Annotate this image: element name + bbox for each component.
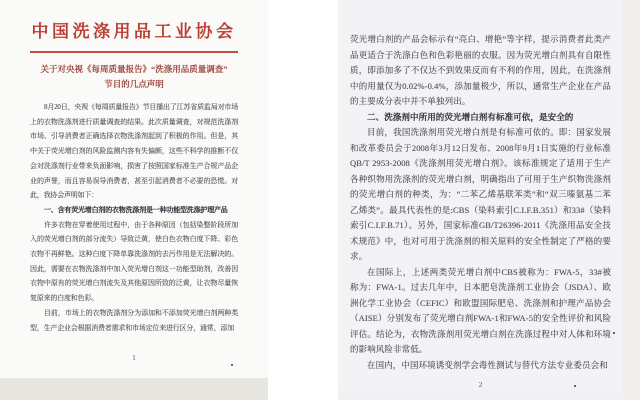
scan-speck — [613, 332, 615, 334]
paragraph-section1-body: 许多衣物在穿着使用过程中，由于各种原因（包括染整阶段所加入的荧光增白剂的部分流失）导致泛黄，使白色衣物白度下降、彩色衣物不再鲜艳。这种白度下降单靠洗涤剂的去污作用是无法解决的。因此，需要在衣物洗涤剂中加入荧光增白剂这一功能型助剂，改善因衣物中原有的荧光增白剂流失及其他原因所致的泛黄，让衣物尽量恢复原来的白度和色彩。 — [30, 220, 238, 303]
scan-speck — [574, 385, 576, 387]
scanner-background-band — [0, 378, 268, 400]
paragraph-international: 在国际上，上述两类荧光增白剂中CBS被称为：FWA-5，33#被称为：FWA-1。过去几年中，日本肥皂洗涤剂工业协会（JSDA）、欧洲化学工业协会（CEFIC）和欧盟国际肥皂、洗涤剂和护理产品协会（AISE）分别发布了荧光增白剂FWA-1和FWA-5的安全性评价和风险评估。结论为，衣物洗涤剂用荧光增白剂在洗涤过程中对人体和环境的影响风险非常低。 — [350, 266, 611, 354]
header-rule — [30, 51, 238, 53]
section-1-heading: 一、含有荧光增白剂的衣物洗涤剂是一种功能型洗涤护理产品 — [44, 205, 228, 214]
left-page-content — [30, 0, 238, 335]
paragraph-intro: 8月20日，央视《每周质量报告》节目播出了江苏省质监局对市场上的衣物洗涤剂进行质量调查的结果。此次质量调查，对规范洗涤剂市场、引导消费者正确选择衣物洗涤剂起到了积极的作用。但是，其中关于荧光增白剂的风险监测内容有失偏颇，这些不科学的推断不仅会对洗涤剂行业带来负面影响，损害了按照国家标准生产合规产品企业的声誉，而且容易误导消费者，甚至引起消费者不必要的恐慌。对此，我协会声明如下： — [30, 103, 238, 200]
section-2-heading: 二、洗涤剂中所用的荧光增白剂有标准可依，是安全的 — [367, 111, 574, 122]
statement-title — [30, 62, 238, 92]
association-header: 中国洗涤用品工业协会 — [31, 22, 237, 41]
left-page — [0, 0, 268, 400]
paragraph-domestic: 在国内，中国环境诱变剂学会毒性测试与替代方法专业委员会和 — [367, 359, 608, 370]
statement-title-line1: 关于对央视《每周质量报告》“洗涤用品质量调查” — [40, 64, 228, 74]
left-page-number: 1 — [132, 353, 136, 362]
statement-title-line2: 节目的几点声明 — [104, 79, 164, 89]
scan-speck — [231, 364, 233, 366]
left-page-body — [30, 100, 238, 335]
right-page-bottom-edge — [338, 391, 623, 400]
paragraph-section1-continued: 目前，市场上的衣物洗涤剂分为添加和不添加荧光增白剂两种类型，生产企业会根据消费者需求和市场定位来进行区分，通常，添加 — [30, 308, 238, 332]
paragraph-continuation: 荧光增白剂的产品会标示有“亮白、增艳”等字样，提示消费者此类产品更适合于洗涤白色和色彩艳丽的衣服。因为荧光增白剂具有自限性质，即添加多了不仅达不到效果反而有不利的作用，因此，在洗涤剂中的用量仅为0.02%-0.4%，添加量极少，所以，通常生产企业在产品的主要成分表中并不单独列出。 — [350, 34, 611, 106]
paragraph-standards: 目前，我国洗涤剂用荧光增白剂是有标准可依的。即：国家发展和改革委员会于2008年3月12日发布、2008年9月1日实施的行业标准QB/T 2953-2008《洗涤剂用荧光增白剂》。该标准规定了适用于生产各种织物用洗涤剂的荧光增白剂，明确指出了可用于生产织物洗涤剂的荧光增白剂的种类，为：“二苯乙烯基联苯类”和“双三嗪氨基二苯乙烯类”。最具代表性的是:CBS（染料索引C.I.F.B.351）和33#（染料索引C.I.F.B.71）。另外，国家标准GB/T26396-2011《洗涤用品安全技术规范》中，也对可用于洗涤剂的相关原料的安全性制定了严格的要求。 — [350, 127, 611, 261]
scan-right-margin — [623, 0, 640, 400]
right-page-number: 2 — [478, 380, 483, 389]
right-page — [338, 0, 623, 400]
right-page-body — [350, 32, 611, 373]
